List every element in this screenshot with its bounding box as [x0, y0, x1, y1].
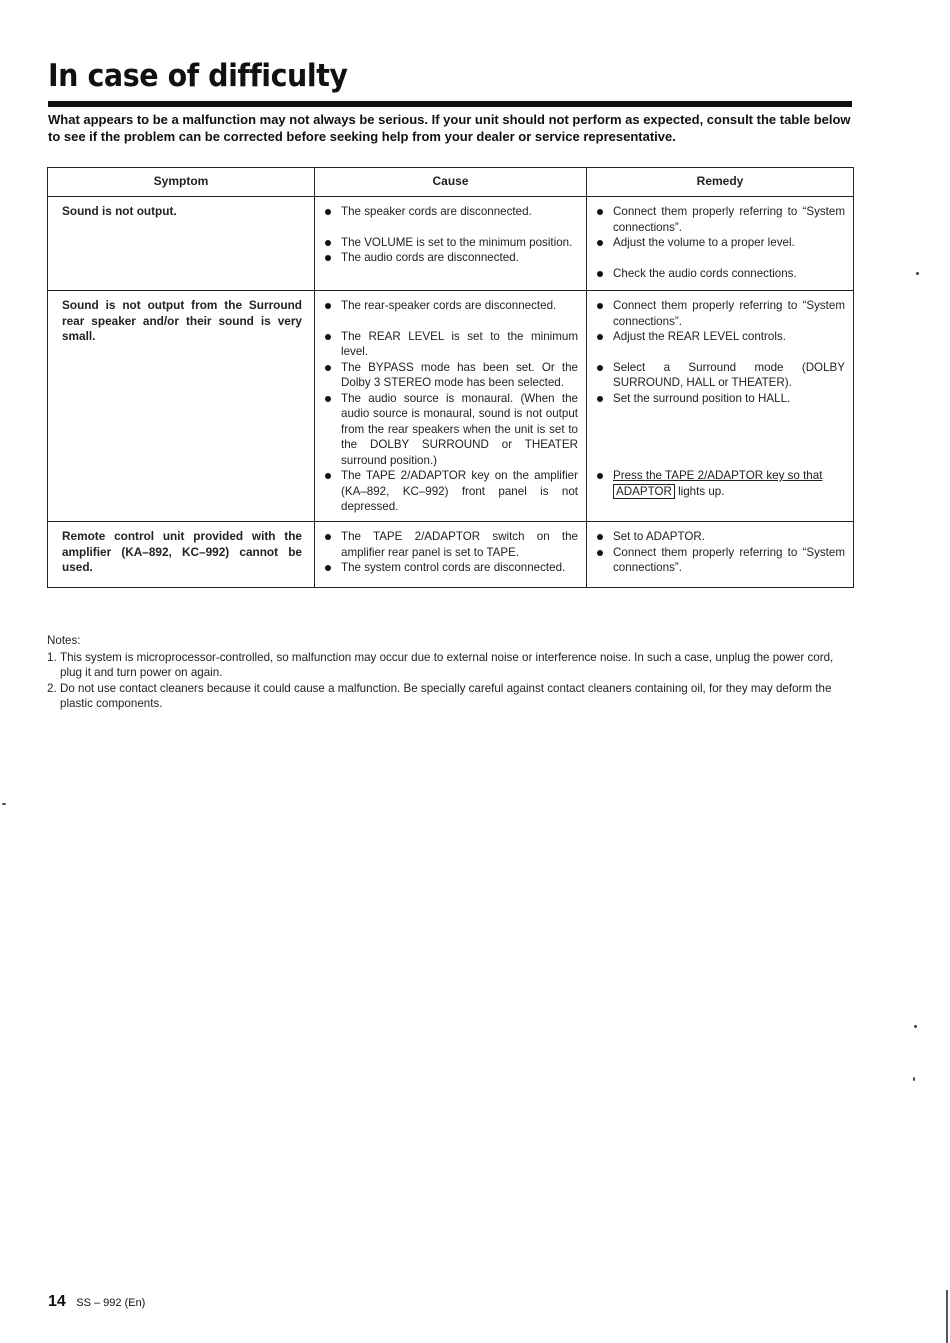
troubleshooting-table: [47, 167, 854, 588]
header-symptom: Symptom: [48, 168, 315, 197]
scan-speck: [913, 1077, 915, 1081]
remedy-item: Adjust the volume to a proper level.: [595, 235, 845, 251]
remedy-item: Check the audio cords connections.: [595, 266, 845, 282]
page-footer: [48, 1293, 145, 1311]
cause-item: The rear-speaker cords are disconnected.: [323, 298, 578, 314]
symptom-cell: Sound is not output.: [48, 197, 315, 291]
page-number: 14: [48, 1293, 66, 1310]
scan-speck: [916, 272, 919, 275]
remedy-item: Select a Surround mode (DOLBY SURROUND, HALL or THEATER).: [595, 360, 845, 391]
remedy-item: Connect them properly referring to “System connections”.: [595, 545, 845, 576]
remedy-item: Set to ADAPTOR.: [595, 529, 845, 545]
scan-speck: [914, 1025, 917, 1028]
intro-text: What appears to be a malfunction may not always be serious. If your unit should not perform as expected, consult the table below to see if the problem can be corrected before seeking help from your dealer or service representative.: [48, 112, 851, 144]
model-code: SS – 992 (En): [76, 1297, 146, 1309]
page-title: In case of difficulty: [48, 58, 348, 94]
remedy-item: Connect them properly referring to “System connections”.: [595, 298, 845, 329]
cause-item: The speaker cords are disconnected.: [323, 204, 578, 220]
adaptor-indicator: ADAPTOR: [613, 484, 675, 499]
scan-edge-line: [946, 1290, 948, 1343]
notes-title: Notes:: [47, 634, 81, 647]
cause-cell: [315, 522, 587, 588]
header-remedy: Remedy: [587, 168, 854, 197]
table-row: [48, 197, 854, 291]
cause-cell: [315, 291, 587, 522]
remedy-item: Connect them properly referring to “System connections”.: [595, 204, 845, 235]
cause-item: The REAR LEVEL is set to the minimum level.: [323, 329, 578, 360]
table-header-row: [48, 168, 854, 197]
remedy-cell: [587, 522, 854, 588]
remedy-key-text: Press the TAPE 2/ADAPTOR key so that: [613, 469, 823, 482]
cause-item: The BYPASS mode has been set. Or the Dolby 3 STEREO mode has been selected.: [323, 360, 578, 391]
cause-item: The system control cords are disconnected.: [323, 560, 578, 576]
header-cause: Cause: [315, 168, 587, 197]
table-row: [48, 291, 854, 522]
note-item: [47, 681, 855, 712]
note-item: [47, 650, 855, 681]
remedy-item-adaptor: [595, 468, 845, 499]
cause-item: The audio source is monaural. (When the audio source is monaural, sound is not output from the rear speakers when the unit is set to the DOLBY SURROUND or THEATER surround position.): [323, 391, 578, 469]
note-text: Do not use contact cleaners because it could cause a malfunction. Be specially careful against contact cleaners containing oil, for they may deform the plastic components.: [60, 681, 832, 710]
symptom-cell: Remote control unit provided with the amplifier (KA–892, KC–992) cannot be used.: [48, 522, 315, 588]
cause-item: The TAPE 2/ADAPTOR switch on the amplifier rear panel is set to TAPE.: [323, 529, 578, 560]
cause-item: The VOLUME is set to the minimum position.: [323, 235, 578, 251]
remedy-item: Set the surround position to HALL.: [595, 391, 845, 407]
remedy-key-suffix: lights up.: [678, 484, 725, 498]
notes-section: [47, 633, 855, 712]
cause-item: The audio cords are disconnected.: [323, 250, 578, 266]
remedy-cell: [587, 197, 854, 291]
note-number: 1.: [47, 650, 57, 664]
note-text: This system is microprocessor-controlled, so malfunction may occur due to external noise or interference noise. In such a case, unplug the power cord, plug it and turn power on again.: [60, 650, 834, 679]
scan-speck: [2, 803, 6, 805]
table-row: [48, 522, 854, 588]
note-number: 2.: [47, 681, 57, 695]
cause-item: The TAPE 2/ADAPTOR key on the amplifier (KA–892, KC–992) front panel is not depressed.: [323, 468, 578, 515]
symptom-cell: Sound is not output from the Surround rear speaker and/or their sound is very small.: [48, 291, 315, 522]
title-rule: [48, 101, 852, 107]
remedy-item: Adjust the REAR LEVEL controls.: [595, 329, 845, 345]
cause-cell: [315, 197, 587, 291]
remedy-cell: [587, 291, 854, 522]
